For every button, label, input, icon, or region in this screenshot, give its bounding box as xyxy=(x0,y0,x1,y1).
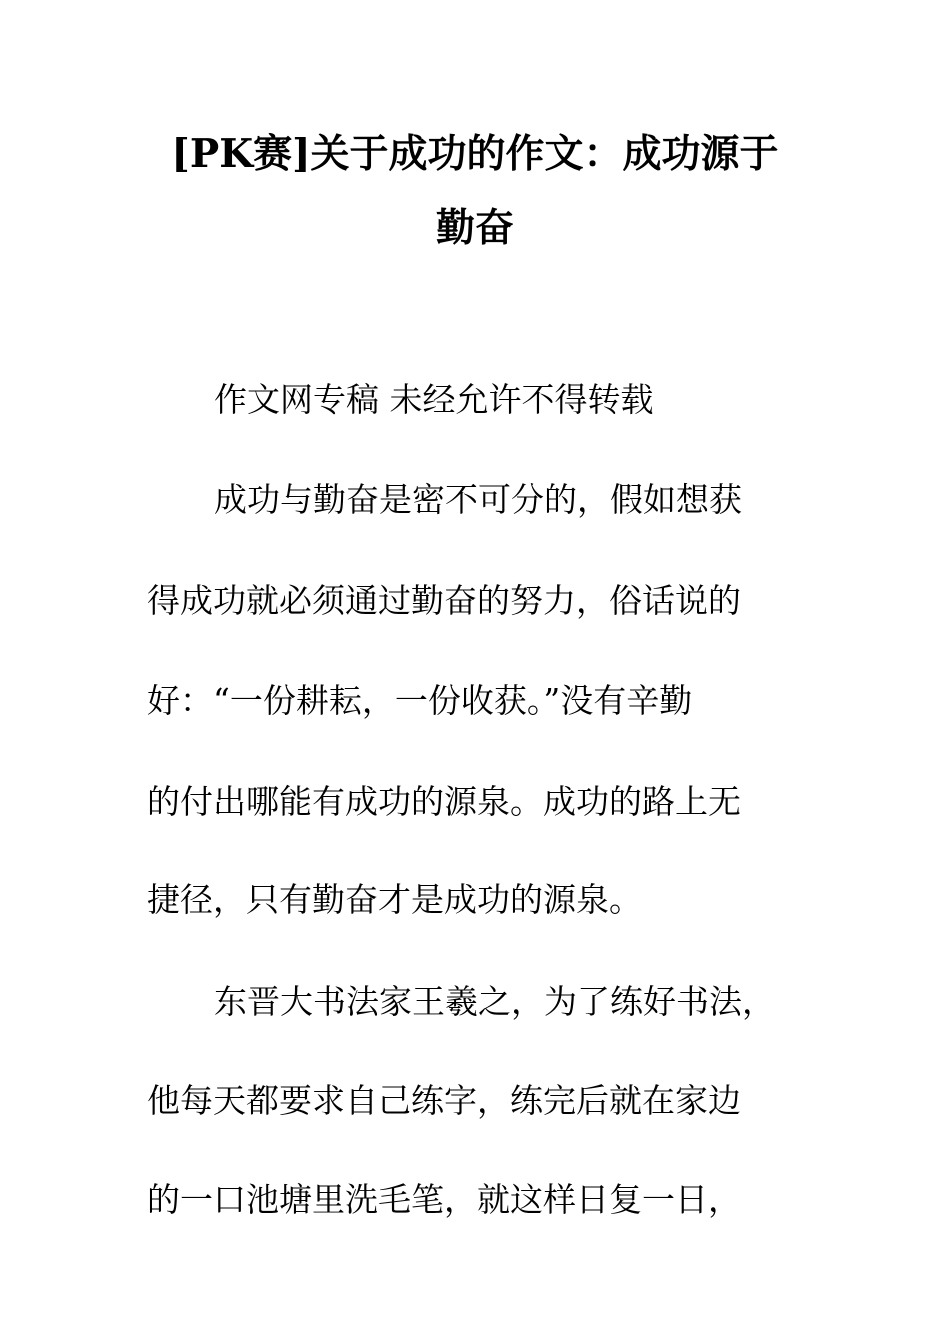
paragraph-2-line-3: 的一口池塘里洗毛笔，就这样日复一日， xyxy=(147,1180,741,1219)
paragraph-1-line-3: 好：“一份耕耘，一份收获。”没有辛勤 xyxy=(147,681,693,720)
paragraph-1-line-1: 成功与勤奋是密不可分的，假如想获 xyxy=(214,480,742,519)
paragraph-1-line-5: 捷径，只有勤奋才是成功的源泉。 xyxy=(147,880,642,919)
document-title-line-1: [PK赛]关于成功的作文：成功源于 xyxy=(171,131,779,177)
paragraph-1-line-2: 得成功就必须通过勤奋的努力，俗话说的 xyxy=(147,581,741,620)
paragraph-1-line-4: 的付出哪能有成功的源泉。成功的路上无 xyxy=(147,782,741,821)
source-note: 作文网专稿 未经允许不得转载 xyxy=(214,380,654,419)
paragraph-2-line-2: 他每天都要求自己练字，练完后就在家边 xyxy=(147,1081,741,1120)
document-title-line-2: 勤奋 xyxy=(435,205,514,251)
paragraph-2-line-1: 东晋大书法家王羲之，为了练好书法， xyxy=(214,982,775,1021)
